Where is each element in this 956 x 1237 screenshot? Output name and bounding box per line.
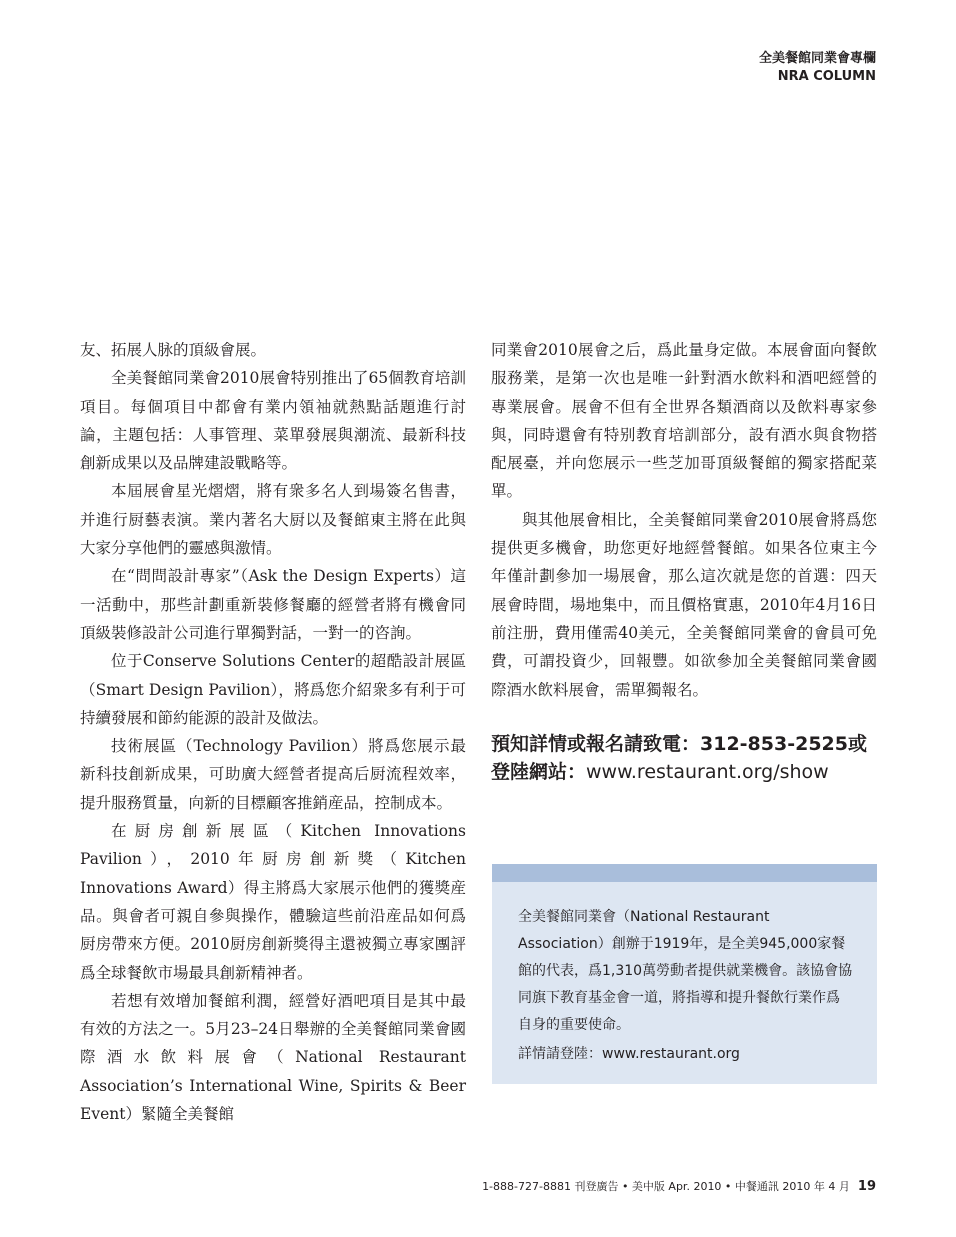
paragraph: 在厨房創新展區（Kitchen Innovations Pavilion），2010年厨房創新獎（Kitchen Innovations Award）得主將爲大家展示他們的獲獎産品。與會者可親自參與操作，體驗這些前沿産品如何爲厨房帶來方便。2010厨房創新獎得主還被獨立專家團評爲全球餐飲市場最具創新精神者。 (80, 822, 466, 982)
paragraph: 若想有效增加餐館利潤，經營好酒吧項目是其中最有效的方法之一。5月23–24日舉辦的全美餐館同業會國際酒水飲料展會（National Restaurant Association’s International Wine, Spirits & Beer Event）緊隨全美餐館 (80, 991, 466, 1124)
contact-info (491, 730, 878, 786)
page-number: 19 (857, 1179, 876, 1194)
paragraph: 友、拓展人脉的頂級會展。 (80, 341, 267, 359)
association-info-box (492, 864, 877, 1084)
column-header (759, 50, 876, 86)
paragraph: 與其他展會相比，全美餐館同業會2010展會將爲您提供更多機會，助您更好地經營餐館。如果各位東主今年僅計劃參加一場展會，那么這次就是您的首選：四天展會時間，場地集中，而且價格實惠，2010年4月16日前注册，費用僅需40美元，全美餐館同業會的會員可免費，可謂投資少，回報豐。如欲參加全美餐館同業會國際酒水飲料展會，需單獨報名。 (491, 510, 877, 699)
paragraph: 同業會2010展會之后，爲此量身定做。本展會面向餐飲服務業，是第一次也是唯一針對酒水飲料和酒吧經營的專業展會。展會不但有全世界各類酒商以及飲料專家參與，同時還會有特别教育培訓部分，設有酒水與食物搭配展臺，并向您展示一些芝加哥頂級餐館的獨家搭配菜單。 (491, 341, 877, 501)
paragraph: 位于Conserve Solutions Center的超酷設計展區（Smart Design Pavilion），將爲您介紹衆多有利于可持續發展和節約能源的設計及做法。 (80, 652, 466, 727)
association-description: 全美餐館同業會（National Restaurant Association）創辦于1919年，是全美945,000家餐館的代表，爲1,310萬勞動者提供就業機會。該協會協同旗下教育基金會一道，將指導和提升餐飲行業作爲自身的重要使命。 (518, 909, 853, 1033)
paragraph: 本屆展會星光熠熠，將有衆多名人到場簽名售書，并進行厨藝表演。業内著名大厨以及餐館東主將在此與大家分享他們的靈感與激情。 (80, 482, 466, 558)
paragraph: 技術展區（Technology Pavilion）將爲您展示最新科技創新成果，可助廣大經營者提高后厨流程效率，提升服務質量，向新的目標顧客推銷産品，控制成本。 (80, 737, 466, 812)
site-prefix: 或登陸網站： (491, 733, 868, 783)
left-column (80, 336, 466, 1128)
paragraph: 在“問問設計專家”（Ask the Design Experts）這一活動中，那些計劃重新裝修餐廳的經營者將有機會同頂級裝修設計公司進行單獨對話，一對一的咨詢。 (80, 567, 466, 642)
paragraph: 全美餐館同業會2010展會特别推出了65個教育培訓項目。每個項目中都會有業内領袖就熱點話題進行討論，主題包括：人事管理、菜單發展與潮流、最新科技創新成果以及品牌建設戰略等。 (80, 369, 466, 473)
column-title-zh: 全美餐館同業會專欄 (758, 51, 876, 66)
page-footer (482, 1178, 876, 1194)
contact-url-link[interactable]: www.restaurant.org/show (586, 761, 829, 783)
info-box-text (492, 882, 877, 1068)
phone-number: 312-853-2525 (700, 733, 848, 755)
right-column (491, 336, 877, 704)
column-title-en: NRA COLUMN (777, 69, 876, 84)
site-link[interactable]: www.restaurant.org (602, 1046, 740, 1062)
phone-prefix: 預知詳情或報名請致電： (491, 733, 701, 755)
info-box-site (518, 1041, 853, 1068)
site-label: 詳情請登陸： (518, 1046, 602, 1062)
info-box-header-bar (492, 864, 877, 882)
footer-text: 1-888-727-8881 刊登廣告 • 美中版 Apr. 2010 • 中餐通訊 2010 年 4 月 (482, 1180, 850, 1193)
